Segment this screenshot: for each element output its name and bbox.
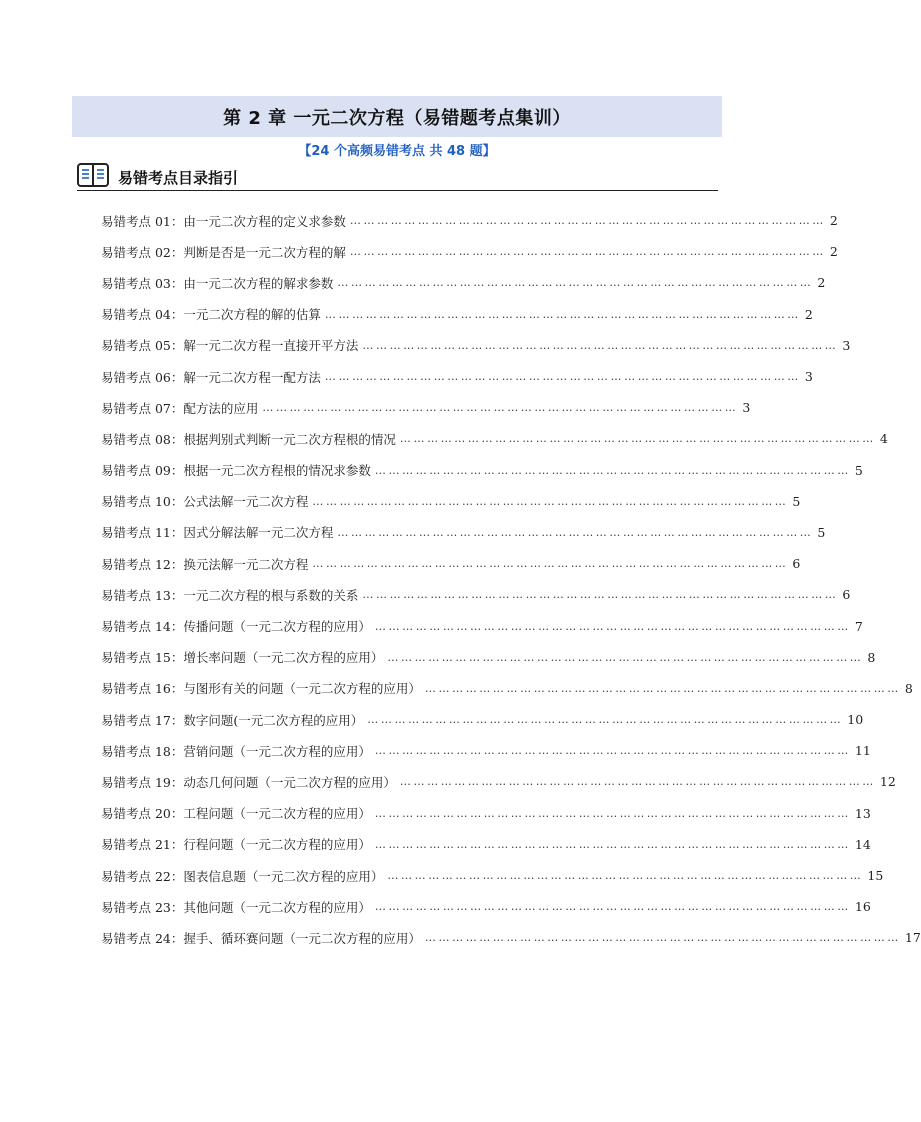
- toc-item-page: 8: [904, 680, 913, 696]
- toc-item-page: 16: [854, 899, 871, 915]
- toc-item-page: 4: [879, 431, 888, 447]
- toc-item-page: 6: [842, 587, 851, 603]
- toc-item-page: 5: [792, 493, 801, 509]
- toc-item[interactable]: [101, 330, 851, 361]
- section-header: [77, 163, 718, 191]
- toc-leader-dots: ……………………………………………………………………………………………: [374, 619, 851, 633]
- toc-leader-dots: ……………………………………………………………………………………………: [349, 214, 826, 228]
- toc-item-page: 3: [842, 337, 851, 353]
- toc-item[interactable]: [101, 642, 876, 673]
- toc-item[interactable]: [101, 423, 888, 454]
- toc-item-label: 易错考点 09：根据一元二次方程根的情况求参数: [101, 463, 371, 479]
- toc-item[interactable]: [101, 922, 921, 953]
- toc-leader-dots: ……………………………………………………………………………………………: [312, 557, 789, 571]
- toc-item-label: 易错考点 03：由一元二次方程的解求参数: [101, 275, 334, 291]
- toc-item-label: 易错考点 16：与图形有关的问题（一元二次方程的应用）: [101, 681, 421, 697]
- toc-item-label: 易错考点 21：行程问题（一元二次方程的应用）: [101, 837, 371, 853]
- table-of-contents: [101, 205, 921, 954]
- toc-item[interactable]: [101, 579, 851, 610]
- toc-leader-dots: ……………………………………………………………………………………………: [424, 681, 901, 695]
- toc-leader-dots: ……………………………………………………………………………………………: [324, 307, 801, 321]
- toc-item-label: 易错考点 07：配方法的应用: [101, 400, 259, 416]
- toc-leader-dots: ……………………………………………………………………………………………: [362, 588, 839, 602]
- toc-item[interactable]: [101, 236, 838, 267]
- toc-item-page: 6: [792, 556, 801, 572]
- toc-leader-dots: ……………………………………………………………………………………………: [387, 869, 864, 883]
- toc-item[interactable]: [101, 891, 871, 922]
- toc-leader-dots: ……………………………………………………………………………………………: [374, 463, 851, 477]
- toc-item-page: 5: [817, 524, 826, 540]
- toc-item[interactable]: [101, 610, 863, 641]
- toc-item-label: 易错考点 22：图表信息题（一元二次方程的应用）: [101, 868, 384, 884]
- toc-leader-dots: ……………………………………………………………………………………………: [374, 837, 851, 851]
- toc-item[interactable]: [101, 267, 826, 298]
- toc-item-page: 11: [854, 743, 871, 759]
- toc-leader-dots: ……………………………………………………………………………………………: [374, 806, 851, 820]
- book-icon: [77, 163, 109, 187]
- toc-item[interactable]: [101, 829, 871, 860]
- toc-item-page: 12: [879, 774, 896, 790]
- title-band: [72, 96, 722, 137]
- toc-item[interactable]: [101, 798, 871, 829]
- toc-item[interactable]: [101, 455, 863, 486]
- toc-item-page: 2: [817, 275, 826, 291]
- toc-item-label: 易错考点 14：传播问题（一元二次方程的应用）: [101, 619, 371, 635]
- toc-item[interactable]: [101, 517, 826, 548]
- toc-leader-dots: ……………………………………………………………………………………………: [424, 931, 901, 945]
- toc-leader-dots: ……………………………………………………………………………………………: [312, 494, 789, 508]
- toc-leader-dots: ……………………………………………………………………………………………: [399, 432, 876, 446]
- toc-item[interactable]: [101, 486, 801, 517]
- toc-item-label: 易错考点 06：解一元二次方程一配方法: [101, 369, 321, 385]
- toc-item-label: 易错考点 15：增长率问题（一元二次方程的应用）: [101, 650, 384, 666]
- toc-leader-dots: ……………………………………………………………………………………………: [349, 245, 826, 259]
- toc-item-label: 易错考点 10：公式法解一元二次方程: [101, 494, 309, 510]
- toc-item-page: 13: [854, 805, 871, 821]
- toc-item-label: 易错考点 17：数字问题(一元二次方程的应用）: [101, 712, 364, 728]
- toc-item-page: 17: [904, 930, 921, 946]
- toc-leader-dots: ……………………………………………………………………………………………: [337, 525, 814, 539]
- toc-item[interactable]: [101, 673, 913, 704]
- toc-item-page: 2: [804, 306, 813, 322]
- toc-item[interactable]: [101, 704, 864, 735]
- toc-item-label: 易错考点 05：解一元二次方程一直接开平方法: [101, 338, 359, 354]
- toc-leader-dots: ……………………………………………………………………………………………: [367, 713, 844, 727]
- toc-item-label: 易错考点 11：因式分解法解一元二次方程: [101, 525, 334, 541]
- toc-item[interactable]: [101, 548, 801, 579]
- toc-item-page: 15: [867, 868, 884, 884]
- toc-item-label: 易错考点 18：营销问题（一元二次方程的应用）: [101, 743, 371, 759]
- toc-leader-dots: ……………………………………………………………………………………………: [387, 650, 864, 664]
- toc-item-page: 7: [854, 618, 863, 634]
- toc-leader-dots: ……………………………………………………………………………………………: [337, 276, 814, 290]
- toc-item-label: 易错考点 02：判断是否是一元二次方程的解: [101, 244, 346, 260]
- toc-item[interactable]: [101, 860, 884, 891]
- toc-item-label: 易错考点 04：一元二次方程的解的估算: [101, 307, 321, 323]
- toc-item[interactable]: [101, 205, 838, 236]
- toc-item-page: 3: [742, 400, 751, 416]
- toc-item-label: 易错考点 08：根据判别式判断一元二次方程根的情况: [101, 431, 396, 447]
- toc-item-label: 易错考点 24：握手、循环赛问题（一元二次方程的应用）: [101, 930, 421, 946]
- toc-item[interactable]: [101, 392, 751, 423]
- toc-leader-dots: ……………………………………………………………………………………………: [324, 370, 801, 384]
- toc-leader-dots: ……………………………………………………………………………………………: [362, 338, 839, 352]
- toc-item-label: 易错考点 23：其他问题（一元二次方程的应用）: [101, 899, 371, 915]
- toc-leader-dots: ……………………………………………………………………………………………: [374, 744, 851, 758]
- toc-item[interactable]: [101, 735, 871, 766]
- page-title: 第 2 章 一元二次方程（易错题考点集训）: [223, 107, 571, 129]
- toc-item-label: 易错考点 12：换元法解一元二次方程: [101, 556, 309, 572]
- toc-leader-dots: ……………………………………………………………………………………………: [262, 401, 739, 415]
- toc-item-page: 14: [854, 836, 871, 852]
- toc-item-label: 易错考点 20：工程问题（一元二次方程的应用）: [101, 806, 371, 822]
- toc-item-page: 8: [867, 649, 876, 665]
- toc-item-page: 2: [829, 244, 838, 260]
- toc-item-page: 10: [847, 712, 864, 728]
- toc-leader-dots: ……………………………………………………………………………………………: [399, 775, 876, 789]
- toc-item-page: 5: [854, 462, 863, 478]
- toc-item-label: 易错考点 19：动态几何问题（一元二次方程的应用）: [101, 774, 396, 790]
- toc-item-page: 3: [804, 369, 813, 385]
- toc-item-label: 易错考点 01：由一元二次方程的定义求参数: [101, 213, 346, 229]
- section-title: 易错考点目录指引: [118, 169, 239, 187]
- toc-item[interactable]: [101, 299, 813, 330]
- toc-item[interactable]: [101, 766, 896, 797]
- toc-item-page: 2: [829, 213, 838, 229]
- toc-leader-dots: ……………………………………………………………………………………………: [374, 900, 851, 914]
- page-subtitle: 【24 个高频易错考点 共 48 题】: [298, 144, 496, 159]
- toc-item-label: 易错考点 13：一元二次方程的根与系数的关系: [101, 587, 359, 603]
- toc-item[interactable]: [101, 361, 813, 392]
